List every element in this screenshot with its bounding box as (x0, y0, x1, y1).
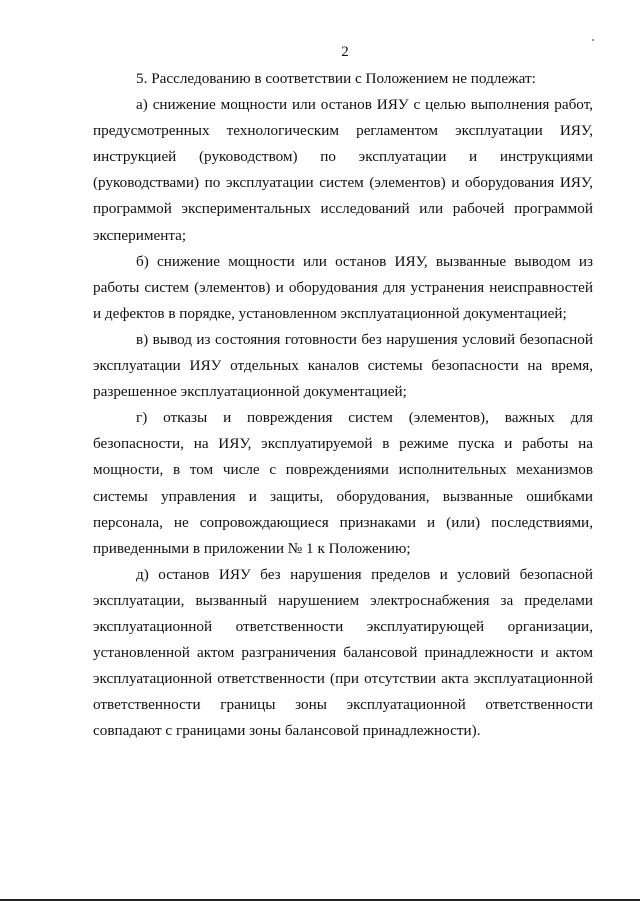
paragraph-subitem-v: в) вывод из состояния готовности без нарушения условий безопасной эксплуатации ИЯУ отдельных каналов системы безопасности на время, разрешенное эксплуатационной документацией; (93, 330, 593, 401)
page-number: 2 (341, 44, 349, 60)
paragraph-item-5-heading: 5. Расследованию в соответствии с Положением не подлежат: (136, 70, 536, 87)
document-body (93, 66, 593, 744)
scan-speck (592, 39, 594, 41)
paragraph-subitem-d: д) останов ИЯУ без нарушения пределов и условий безопасной эксплуатации, вызванный нарушением электроснабжения за пределами эксплуатационной ответственности эксплуатирующей организации, установленной актом разграничения балансовой принадлежности и актом эксплуатационной ответственности (при отсутствии акта эксплуатационной ответственности границы зоны эксплуатационной ответственности совпадают с границами зоны балансовой принадлежности). (93, 565, 593, 740)
paragraph-subitem-b: б) снижение мощности или останов ИЯУ, вызванные выводом из работы систем (элементов) и оборудования для устранения неисправностей и дефектов в порядке, установленном эксплуатационной документацией; (93, 252, 593, 322)
paragraph-subitem-g: г) отказы и повреждения систем (элементов), важных для безопасности, на ИЯУ, эксплуатируемой в режиме пуска и работы на мощности, в том числе с повреждениями исполнительных механизмов системы управления и защиты, оборудования, вызванные ошибками персонала, не сопровождающиеся признаками и (или) последствиями, приведенными в приложении № 1 к Положению; (93, 409, 593, 557)
paragraph-subitem-a: а) снижение мощности или останов ИЯУ с целью выполнения работ, предусмотренных технологическим регламентом эксплуатации ИЯУ, инструкцией (руководством) по эксплуатации и инструкциями (руководствами) по эксплуатации систем (элементов) и оборудования ИЯУ, программой экспериментальных исследований или рабочей программой эксперимента; (93, 96, 593, 244)
